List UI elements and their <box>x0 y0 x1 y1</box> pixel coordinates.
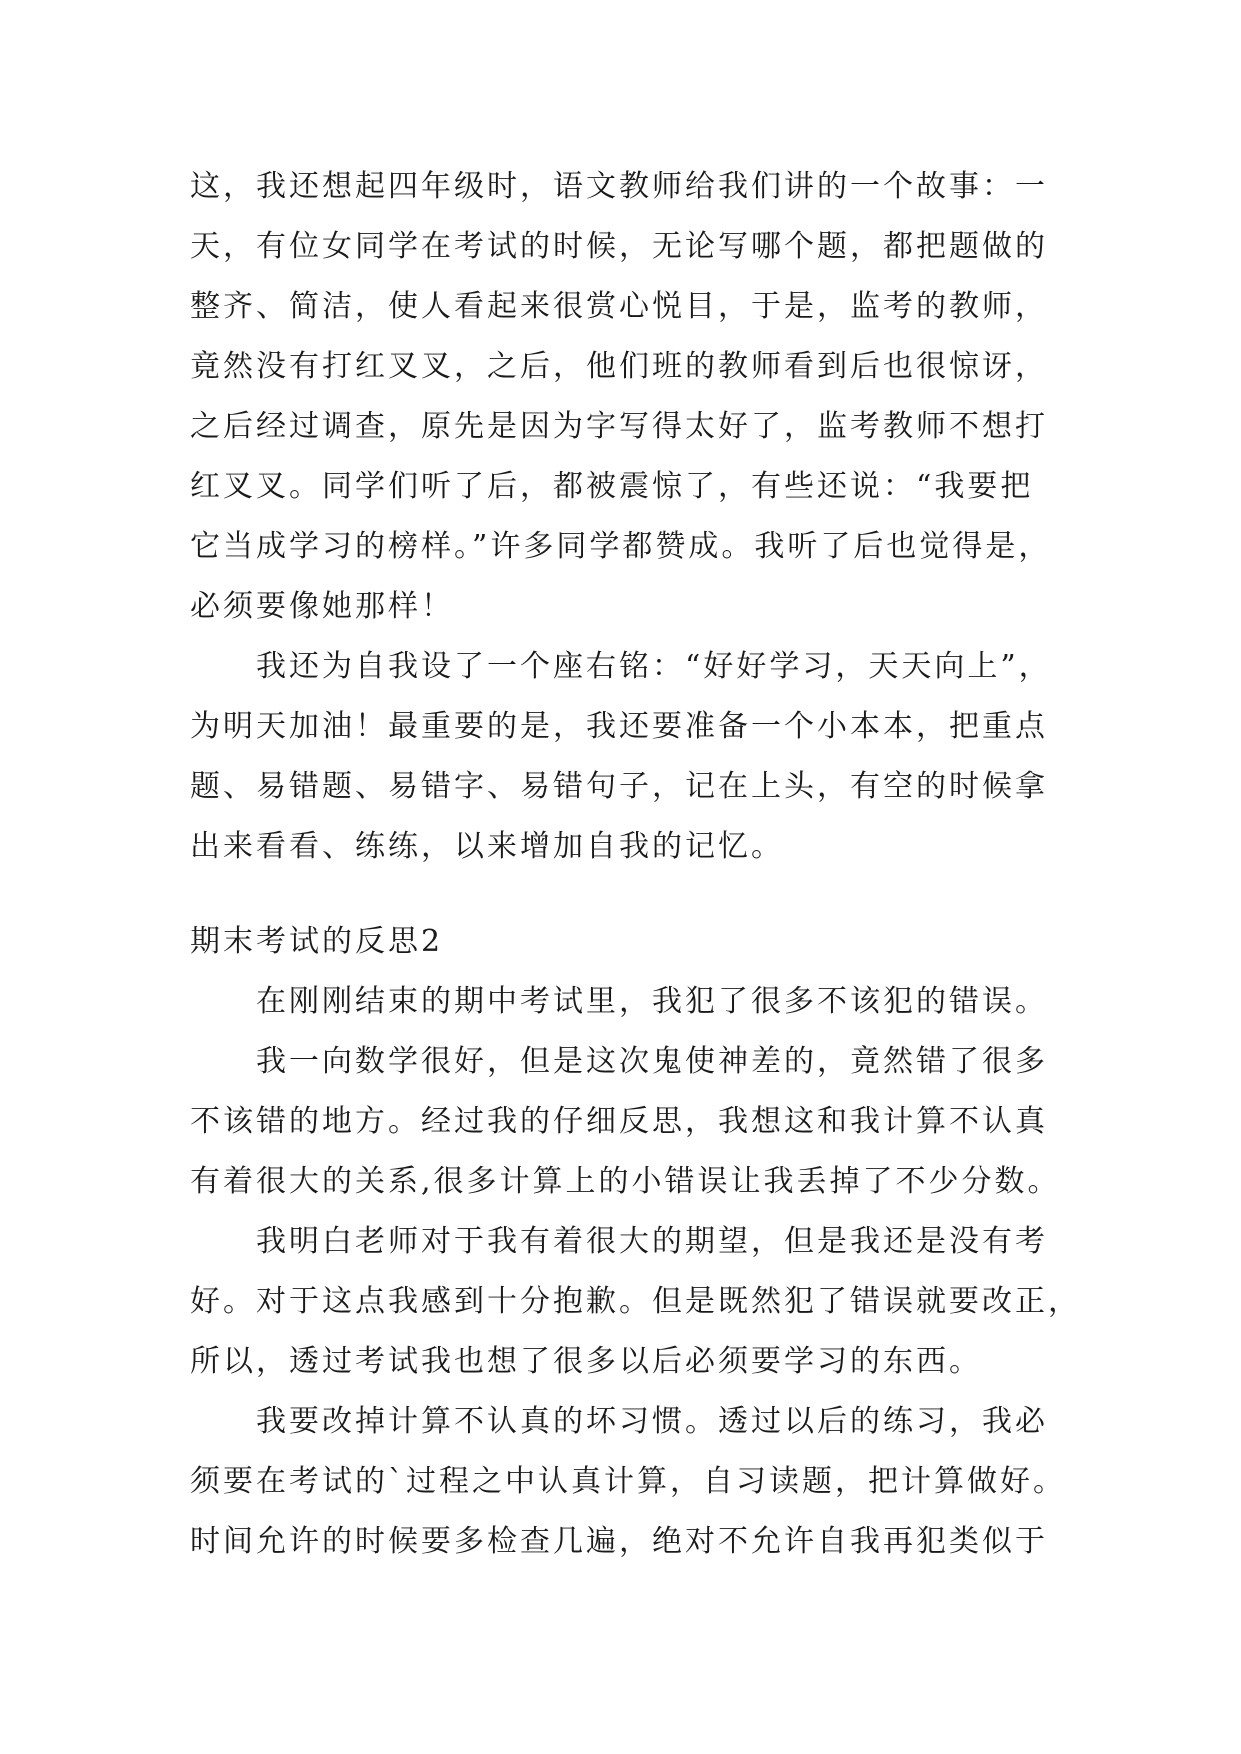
text-section-1 <box>190 157 1070 877</box>
text-line: 为明天加油！最重要的是，我还要准备一个小本本，把重点 <box>190 709 1048 744</box>
text-line: 出来看看、练练，以来增加自我的记忆。 <box>190 829 784 864</box>
text-line: 有着很大的关系,很多计算上的小错误让我丢掉了不少分数。 <box>190 1164 1061 1199</box>
text-line: 之后经过调查，原先是因为字写得太好了，监考教师不想打 <box>190 409 1048 444</box>
text-line: 天，有位女同学在考试的时候，无论写哪个题，都把题做的 <box>190 229 1048 264</box>
text-line: 红叉叉。同学们听了后，都被震惊了，有些还说：“我要把 <box>190 469 1034 504</box>
text-line: 好。对于这点我感到十分抱歉。但是既然犯了错误就要改正， <box>190 1284 1081 1319</box>
text-line: 我还为自我设了一个座右铭：“好好学习，天天向上”， <box>190 649 1052 684</box>
text-line: 我要改掉计算不认真的坏习惯。透过以后的练习，我必 <box>190 1404 1048 1439</box>
text-line: 我一向数学很好，但是这次鬼使神差的，竟然错了很多 <box>190 1044 1048 1079</box>
section-heading: 期末考试的反思2 <box>190 924 444 959</box>
text-line: 时间允许的时候要多检查几遍，绝对不允许自我再犯类似于 <box>190 1524 1048 1559</box>
text-line: 在刚刚结束的期中考试里，我犯了很多不该犯的错误。 <box>190 984 1048 1019</box>
text-line: 整齐、简洁，使人看起来很赏心悦目，于是，监考的教师， <box>190 289 1048 324</box>
text-line: 它当成学习的榜样。”许多同学都赞成。我听了后也觉得是， <box>190 529 1052 564</box>
text-line: 这，我还想起四年级时，语文教师给我们讲的一个故事：一 <box>190 169 1048 204</box>
text-line: 须要在考试的`过程之中认真计算，自习读题，把计算做好。 <box>190 1464 1066 1499</box>
text-line: 不该错的地方。经过我的仔细反思，我想这和我计算不认真 <box>190 1104 1048 1139</box>
text-line: 所以，透过考试我也想了很多以后必须要学习的东西。 <box>190 1344 982 1379</box>
text-line: 题、易错题、易错字、易错句子，记在上头，有空的时候拿 <box>190 769 1048 804</box>
text-line: 必须要像她那样！ <box>190 589 454 624</box>
text-line: 竟然没有打红叉叉，之后，他们班的教师看到后也很惊讶， <box>190 349 1048 384</box>
text-section-2 <box>190 912 1081 1572</box>
text-line: 我明白老师对于我有着很大的期望，但是我还是没有考 <box>190 1224 1048 1259</box>
